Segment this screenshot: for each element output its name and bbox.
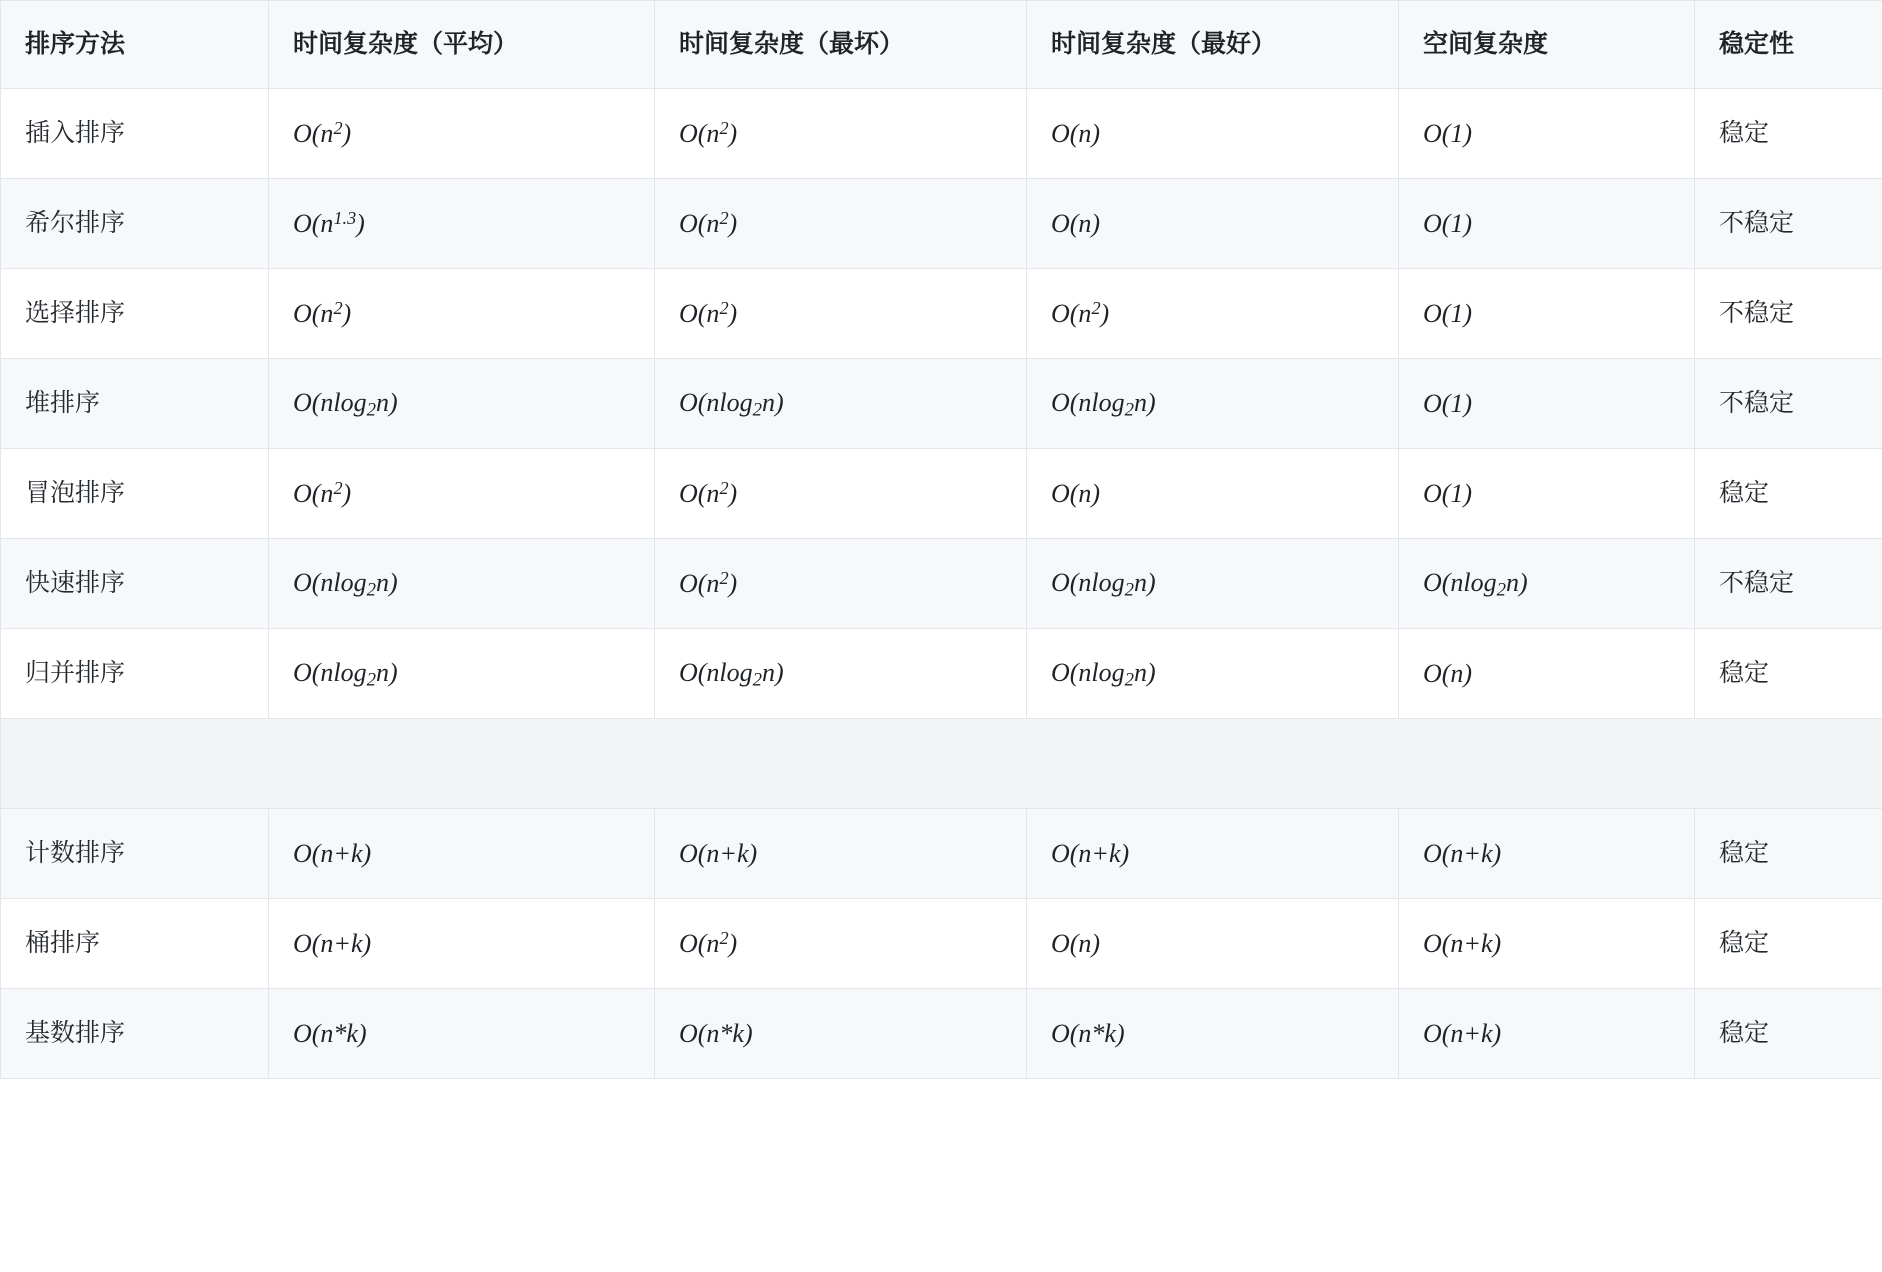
table-row xyxy=(1,269,1882,359)
column-header-time-best: 时间复杂度（最好） xyxy=(1027,1,1399,89)
table-header xyxy=(1,1,1882,89)
cell-method xyxy=(1,809,269,899)
cell-space-text: O(1) xyxy=(1423,298,1473,328)
cell-stability-text: 不稳定 xyxy=(1719,298,1795,327)
cell-method-text: 选择排序 xyxy=(25,298,126,327)
cell-time-best xyxy=(1027,809,1399,899)
cell-time-worst xyxy=(655,629,1027,719)
cell-time-average-text: O(n+k) xyxy=(293,928,372,958)
cell-time-average-text: O(nlog$_2$n) xyxy=(293,567,398,601)
cell-time-average-text: O(nlog$_2$n) xyxy=(293,657,398,691)
cell-method-text: 堆排序 xyxy=(25,388,101,417)
cell-stability xyxy=(1695,989,1882,1079)
table-row xyxy=(1,449,1882,539)
cell-time-worst-text: $O(n^2)$ xyxy=(679,567,738,598)
cell-space-text: O(1) xyxy=(1423,208,1473,238)
cell-space xyxy=(1399,899,1695,989)
cell-time-average-text: $O(n^2)$ xyxy=(293,117,352,148)
column-header-method: 排序方法 xyxy=(1,1,269,89)
table-row xyxy=(1,809,1882,899)
cell-space-text: O(1) xyxy=(1423,388,1473,418)
cell-space-text: O(n+k) xyxy=(1423,838,1502,868)
table-group-separator-row xyxy=(1,719,1882,809)
cell-time-worst xyxy=(655,809,1027,899)
cell-method-text: 桶排序 xyxy=(25,928,101,957)
cell-stability xyxy=(1695,269,1882,359)
cell-time-best xyxy=(1027,449,1399,539)
cell-space xyxy=(1399,539,1695,629)
cell-time-best xyxy=(1027,899,1399,989)
cell-space xyxy=(1399,359,1695,449)
table-header-row xyxy=(1,1,1882,89)
cell-time-best-text: O(nlog$_2$n) xyxy=(1051,567,1156,601)
cell-stability xyxy=(1695,539,1882,629)
cell-method xyxy=(1,89,269,179)
cell-space xyxy=(1399,89,1695,179)
cell-stability xyxy=(1695,89,1882,179)
cell-time-average xyxy=(269,899,655,989)
column-header-space: 空间复杂度 xyxy=(1399,1,1695,89)
cell-method-text: 计数排序 xyxy=(25,838,126,867)
cell-time-best-text: O(nlog$_2$n) xyxy=(1051,387,1156,421)
cell-time-average-text: O(nlog$_2$n) xyxy=(293,387,398,421)
cell-stability-text: 稳定 xyxy=(1719,838,1770,867)
cell-method-text: 基数排序 xyxy=(25,1018,126,1047)
table-row xyxy=(1,359,1882,449)
cell-time-average xyxy=(269,89,655,179)
cell-stability xyxy=(1695,359,1882,449)
column-header-time-average: 时间复杂度（平均） xyxy=(269,1,655,89)
cell-time-worst xyxy=(655,89,1027,179)
cell-stability-text: 稳定 xyxy=(1719,928,1770,957)
cell-method-text: 冒泡排序 xyxy=(25,478,126,507)
cell-time-worst-text: O(n*k) xyxy=(679,1018,753,1048)
cell-time-worst-text: O(nlog$_2$n) xyxy=(679,387,784,421)
cell-method xyxy=(1,449,269,539)
table-row xyxy=(1,179,1882,269)
cell-time-best xyxy=(1027,629,1399,719)
cell-method xyxy=(1,629,269,719)
cell-time-best-text: O(n+k) xyxy=(1051,838,1130,868)
cell-time-average xyxy=(269,449,655,539)
cell-method xyxy=(1,989,269,1079)
cell-space xyxy=(1399,449,1695,539)
cell-method-text: 插入排序 xyxy=(25,118,126,147)
cell-stability-text: 稳定 xyxy=(1719,118,1770,147)
column-header-time-worst: 时间复杂度（最坏） xyxy=(655,1,1027,89)
table-row xyxy=(1,989,1882,1079)
cell-time-worst-text: O(nlog$_2$n) xyxy=(679,657,784,691)
cell-time-best-text: O(n*k) xyxy=(1051,1018,1125,1048)
cell-time-worst-text: $O(n^2)$ xyxy=(679,477,738,508)
cell-time-average-text: O(n+k) xyxy=(293,838,372,868)
cell-stability-text: 不稳定 xyxy=(1719,568,1795,597)
group-separator-cell xyxy=(1,719,1882,809)
cell-time-best-text: O(n) xyxy=(1051,928,1101,958)
cell-time-average-text: $O(n^2)$ xyxy=(293,477,352,508)
cell-time-average xyxy=(269,359,655,449)
cell-stability-text: 稳定 xyxy=(1719,658,1770,687)
cell-stability-text: 不稳定 xyxy=(1719,388,1795,417)
cell-stability-text: 不稳定 xyxy=(1719,208,1795,237)
cell-time-worst xyxy=(655,359,1027,449)
cell-method xyxy=(1,179,269,269)
cell-time-worst-text: O(n+k) xyxy=(679,838,758,868)
table-row xyxy=(1,629,1882,719)
cell-time-worst xyxy=(655,989,1027,1079)
cell-method-text: 归并排序 xyxy=(25,658,126,687)
table-row xyxy=(1,899,1882,989)
cell-time-average xyxy=(269,179,655,269)
cell-time-average xyxy=(269,989,655,1079)
cell-time-best-text: O(n) xyxy=(1051,478,1101,508)
cell-stability-text: 稳定 xyxy=(1719,478,1770,507)
cell-stability xyxy=(1695,809,1882,899)
cell-time-worst-text: $O(n^2)$ xyxy=(679,207,738,238)
cell-time-best xyxy=(1027,179,1399,269)
cell-stability xyxy=(1695,629,1882,719)
cell-method-text: 快速排序 xyxy=(25,568,126,597)
cell-time-best-text: O(n) xyxy=(1051,118,1101,148)
table-row xyxy=(1,89,1882,179)
cell-time-best-text: $O(n^2)$ xyxy=(1051,297,1110,328)
cell-space xyxy=(1399,629,1695,719)
cell-time-average-text: $O(n^2)$ xyxy=(293,297,352,328)
cell-stability xyxy=(1695,449,1882,539)
cell-method xyxy=(1,269,269,359)
cell-time-best xyxy=(1027,89,1399,179)
cell-space-text: O(nlog$_2$n) xyxy=(1423,567,1528,601)
cell-space-text: O(1) xyxy=(1423,478,1473,508)
cell-space xyxy=(1399,269,1695,359)
cell-time-average xyxy=(269,539,655,629)
table-row xyxy=(1,539,1882,629)
cell-method xyxy=(1,899,269,989)
cell-time-best xyxy=(1027,539,1399,629)
cell-time-average-text: O(n*k) xyxy=(293,1018,367,1048)
cell-time-average-text: $O(n^{1.3})$ xyxy=(293,207,365,238)
cell-time-best xyxy=(1027,359,1399,449)
cell-stability xyxy=(1695,899,1882,989)
cell-time-best-text: O(n) xyxy=(1051,208,1101,238)
cell-time-worst xyxy=(655,539,1027,629)
cell-time-worst-text: $O(n^2)$ xyxy=(679,117,738,148)
cell-space xyxy=(1399,989,1695,1079)
cell-time-worst xyxy=(655,449,1027,539)
cell-space-text: O(1) xyxy=(1423,118,1473,148)
cell-method-text: 希尔排序 xyxy=(25,208,126,237)
cell-stability xyxy=(1695,179,1882,269)
cell-time-worst xyxy=(655,899,1027,989)
cell-space-text: O(n+k) xyxy=(1423,928,1502,958)
cell-time-worst xyxy=(655,269,1027,359)
cell-time-best xyxy=(1027,269,1399,359)
cell-method xyxy=(1,539,269,629)
cell-time-worst xyxy=(655,179,1027,269)
cell-method xyxy=(1,359,269,449)
cell-time-best-text: O(nlog$_2$n) xyxy=(1051,657,1156,691)
cell-time-average xyxy=(269,269,655,359)
cell-space xyxy=(1399,179,1695,269)
cell-time-average xyxy=(269,629,655,719)
cell-time-best xyxy=(1027,989,1399,1079)
cell-time-average xyxy=(269,809,655,899)
cell-space xyxy=(1399,809,1695,899)
cell-time-worst-text: $O(n^2)$ xyxy=(679,927,738,958)
cell-stability-text: 稳定 xyxy=(1719,1018,1770,1047)
column-header-stability: 稳定性 xyxy=(1695,1,1882,89)
table-body xyxy=(1,89,1882,1079)
cell-time-worst-text: $O(n^2)$ xyxy=(679,297,738,328)
cell-space-text: O(n) xyxy=(1423,658,1473,688)
cell-space-text: O(n+k) xyxy=(1423,1018,1502,1048)
